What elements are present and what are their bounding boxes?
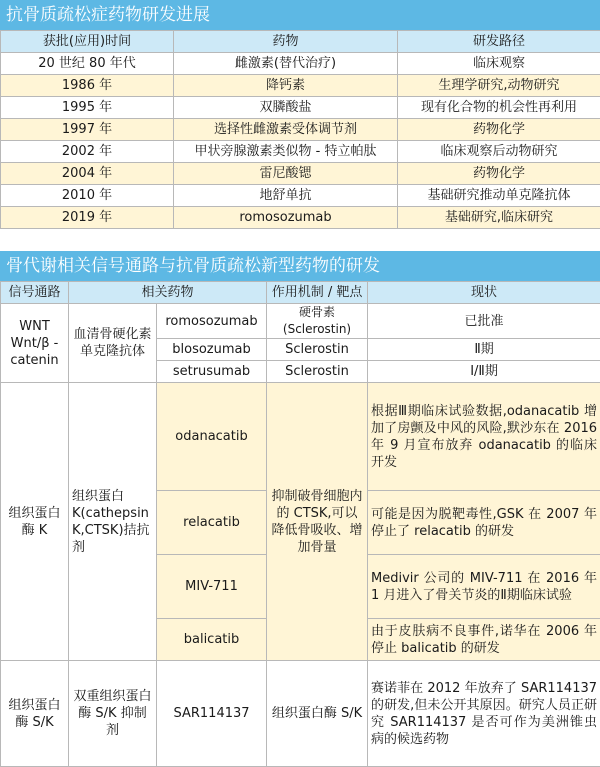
pathway-table bbox=[0, 281, 600, 767]
cell-path: 临床观察 bbox=[398, 53, 600, 75]
cell-drug: relacatib bbox=[157, 491, 267, 555]
table-row bbox=[1, 661, 600, 767]
cell-mechanism: Sclerostin bbox=[267, 339, 368, 361]
cell-year: 1997 年 bbox=[1, 119, 174, 141]
table-row bbox=[1, 53, 600, 75]
cell-path: 基础研究,临床研究 bbox=[398, 207, 600, 229]
cell-year: 2004 年 bbox=[1, 163, 174, 185]
cell-path: 现有化合物的机会性再利用 bbox=[398, 97, 600, 119]
cell-drug: 双膦酸盐 bbox=[174, 97, 398, 119]
cell-status: 根据Ⅲ期临床试验数据,odanacatib 增加了房颤及中风的风险,默沙东在 2016 年 9 月宣布放弃 odanacatib 的临床开发 bbox=[368, 383, 600, 491]
cell-drug: SAR114137 bbox=[157, 661, 267, 767]
cell-drug: romosozumab bbox=[174, 207, 398, 229]
cell-drug-class: 双重组织蛋白酶 S/K 抑制剂 bbox=[69, 661, 157, 767]
column-header: 获批(应用)时间 bbox=[1, 31, 174, 53]
table-row bbox=[1, 304, 600, 339]
column-header: 现状 bbox=[368, 282, 600, 304]
cell-drug: 雌激素(替代治疗) bbox=[174, 53, 398, 75]
cell-path: 基础研究推动单克隆抗体 bbox=[398, 185, 600, 207]
cell-drug: blosozumab bbox=[157, 339, 267, 361]
cell-mechanism: 硬骨素(Sclerostin) bbox=[267, 304, 368, 339]
cell-path: 生理学研究,动物研究 bbox=[398, 75, 600, 97]
column-header: 药物 bbox=[174, 31, 398, 53]
cell-drug: odanacatib bbox=[157, 383, 267, 491]
cell-drug: 选择性雌激素受体调节剂 bbox=[174, 119, 398, 141]
cell-year: 2019 年 bbox=[1, 207, 174, 229]
cell-year: 2002 年 bbox=[1, 141, 174, 163]
cell-year: 1995 年 bbox=[1, 97, 174, 119]
table-row bbox=[1, 141, 600, 163]
cell-status: Ⅱ期 bbox=[368, 339, 600, 361]
column-header: 信号通路 bbox=[1, 282, 69, 304]
column-header: 相关药物 bbox=[69, 282, 267, 304]
table-row bbox=[1, 185, 600, 207]
cell-path: 药物化学 bbox=[398, 163, 600, 185]
cell-status: Ⅰ/Ⅱ期 bbox=[368, 361, 600, 383]
cell-path: 临床观察后动物研究 bbox=[398, 141, 600, 163]
section-gap bbox=[0, 229, 600, 251]
table-row bbox=[1, 119, 600, 141]
table-header-row bbox=[1, 31, 600, 53]
cell-year: 1986 年 bbox=[1, 75, 174, 97]
section1-title: 抗骨质疏松症药物研发进展 bbox=[0, 0, 600, 30]
cell-drug: balicatib bbox=[157, 619, 267, 661]
table-row bbox=[1, 383, 600, 491]
cell-path: 药物化学 bbox=[398, 119, 600, 141]
table-row bbox=[1, 163, 600, 185]
cell-drug: 地舒单抗 bbox=[174, 185, 398, 207]
table-header-row bbox=[1, 282, 600, 304]
cell-drug: 甲状旁腺激素类似物 - 特立帕肽 bbox=[174, 141, 398, 163]
cell-year: 2010 年 bbox=[1, 185, 174, 207]
cell-drug: romosozumab bbox=[157, 304, 267, 339]
cell-status: Medivir 公司的 MIV-711 在 2016 年 1 月进入了骨关节炎的Ⅱ期临床试验 bbox=[368, 555, 600, 619]
cell-pathway: WNT Wnt/β - catenin bbox=[1, 304, 69, 383]
cell-mechanism: Sclerostin bbox=[267, 361, 368, 383]
approval-table bbox=[0, 30, 600, 229]
table-row bbox=[1, 207, 600, 229]
column-header: 作用机制 / 靶点 bbox=[267, 282, 368, 304]
table-row bbox=[1, 75, 600, 97]
cell-status: 可能是因为脱靶毒性,GSK 在 2007 年停止了 relacatib 的研发 bbox=[368, 491, 600, 555]
cell-status: 赛诺菲在 2012 年放弃了 SAR114137 的研发,但未公开其原因。研究人员正研究 SAR114137 是否可作为美洲锥虫病的候选药物 bbox=[368, 661, 600, 767]
cell-drug-class: 血清骨硬化素单克隆抗体 bbox=[69, 304, 157, 383]
cell-year: 20 世纪 80 年代 bbox=[1, 53, 174, 75]
cell-pathway: 组织蛋白酶 K bbox=[1, 383, 69, 661]
table-row bbox=[1, 97, 600, 119]
cell-mechanism: 抑制破骨细胞内的 CTSK,可以降低骨吸收、增加骨量 bbox=[267, 383, 368, 661]
cell-status: 由于皮肤病不良事件,诺华在 2006 年停止 balicatib 的研发 bbox=[368, 619, 600, 661]
cell-drug-class: 组织蛋白 K(cathepsin K,CTSK)拮抗剂 bbox=[69, 383, 157, 661]
cell-drug: 降钙素 bbox=[174, 75, 398, 97]
cell-drug: MIV-711 bbox=[157, 555, 267, 619]
column-header: 研发路径 bbox=[398, 31, 600, 53]
cell-status: 已批准 bbox=[368, 304, 600, 339]
cell-drug: 雷尼酸锶 bbox=[174, 163, 398, 185]
section2-title: 骨代谢相关信号通路与抗骨质疏松新型药物的研发 bbox=[0, 251, 600, 281]
cell-pathway: 组织蛋白酶 S/K bbox=[1, 661, 69, 767]
cell-drug: setrusumab bbox=[157, 361, 267, 383]
cell-mechanism: 组织蛋白酶 S/K bbox=[267, 661, 368, 767]
